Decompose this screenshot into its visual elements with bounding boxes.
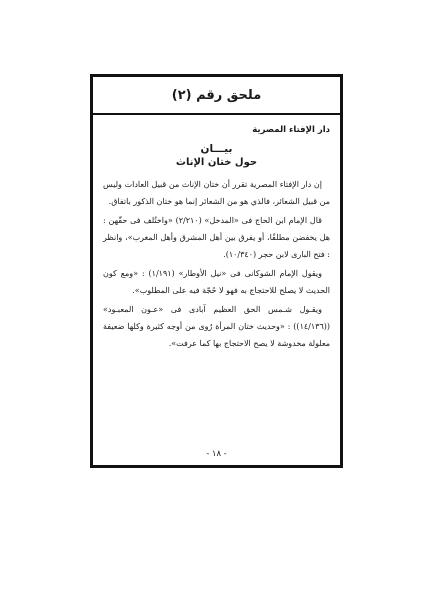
page-frame <box>90 74 343 468</box>
paragraph-3: ويقول الإمام الشوكانى فى «نيل الأوطار» (١/١٩١) : «ومع كون الحديث لا يصلح للاحتجاج به فهو لا حُجّة فيه على المطلوب». <box>103 269 330 295</box>
paragraph-4: ويقـول شـمس الحق العظيم آبادى فى «عـون المعبـود» ((١٤/١٣٦)) : «وحديث ختان المرأة رُوى من أوجه كثيرة وكلها ضعيفة معلولة مخدوشة لا يصح الاحتجاج بها كما عرفت». <box>103 305 330 348</box>
statement-heading: بيـــان <box>200 143 233 155</box>
appendix-header <box>93 77 340 115</box>
source-line: دار الإفتاء المصرية <box>252 125 330 135</box>
statement-subheading: حول ختان الإناث <box>175 157 258 168</box>
page-number: - ١٨ - <box>206 449 227 459</box>
paragraph-2: قال الإمام ابن الحاج فى «المدخل» (٢/٢١٠) «واختُلف فى حقّهن : هل يخفضن مطلقًا، أو يفرق بين أهل المشرق وأهل المغرب»، وانظر : فتح البارى لابن حجر (١٠/٣٤٠). <box>103 216 330 259</box>
document-body <box>93 117 340 354</box>
appendix-title: ملحق رقم (٢) <box>171 87 262 103</box>
paragraph-1: إن دار الإفتاء المصرية تقرر أن ختان الإناث من قبيل العادات وليس من قبيل الشعائر، فالذي هو من الشعائر إنما هو ختان الذكور باتفاق. <box>103 180 330 206</box>
